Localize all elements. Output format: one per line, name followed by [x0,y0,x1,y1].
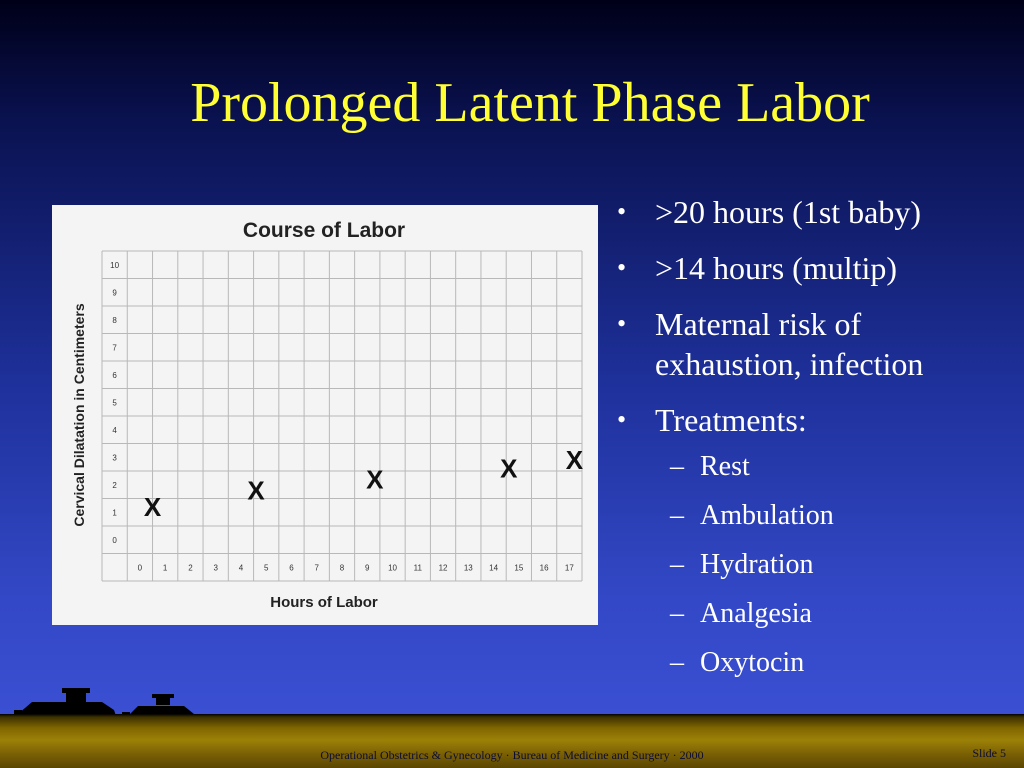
bullet-list [615,192,1015,695]
bullet-dot: • [617,405,627,434]
x-tick-label: 9 [365,563,370,573]
chart-title: Course of Labor [242,219,406,242]
y-tick-label: 9 [112,288,117,298]
x-tick-label: 12 [438,563,448,573]
sub-bullet-list [615,450,1015,680]
bullet-item [615,248,1015,288]
y-tick-label: 10 [110,260,120,270]
sub-bullet-item [615,499,1015,533]
data-point-marker: X [500,453,518,484]
sub-bullet-item [615,646,1015,680]
data-point-marker: X [247,475,265,506]
bullet-item [615,192,1015,232]
x-tick-label: 7 [314,563,319,573]
chart-x-axis-label: Hours of Labor [270,594,378,611]
x-tick-label: 17 [564,563,574,573]
bullet-text: >14 hours (multip) [655,250,898,286]
x-tick-label: 6 [289,563,294,573]
chart-panel [52,205,598,625]
y-tick-label: 2 [112,480,117,490]
sub-bullet-text: Hydration [700,549,814,580]
sub-bullet-text: Analgesia [700,598,812,629]
course-of-labor-chart [52,205,598,625]
x-tick-label: 13 [463,563,473,573]
bullet-item [615,304,1015,384]
bullet-text: >20 hours (1st baby) [655,194,922,230]
sub-bullet-dash: – [670,451,684,482]
y-tick-label: 1 [112,508,117,518]
sub-bullet-text: Oxytocin [700,647,805,678]
y-tick-label: 6 [112,370,117,380]
sub-bullet-text: Ambulation [700,500,834,531]
x-tick-label: 10 [388,563,397,573]
sub-bullet-dash: – [670,647,684,678]
sub-bullet-dash: – [670,549,684,580]
y-tick-label: 5 [112,398,117,408]
chart-points [144,445,584,522]
sub-bullet-text: Rest [700,451,750,482]
sub-bullet-dash: – [670,598,684,629]
y-tick-label: 7 [112,343,117,353]
bullet-dot: • [617,197,627,226]
x-tick-label: 2 [188,563,193,573]
x-tick-label: 14 [489,563,499,573]
y-tick-label: 3 [112,453,117,463]
y-tick-label: 8 [112,315,117,325]
x-tick-label: 3 [213,563,218,573]
x-tick-label: 8 [339,563,345,573]
sub-bullet-dash: – [670,500,684,531]
sub-bullet-item [615,597,1015,631]
chart-y-axis-label: Cervical Dilatation in Centimeters [71,303,87,527]
y-tick-label: 4 [112,425,117,435]
slide-title: Prolonged Latent Phase Labor [190,72,870,134]
bullet-dot: • [617,309,627,338]
bullet-text: Maternal risk of exhaustion, infection [655,306,924,382]
sub-bullet-item [615,548,1015,582]
sub-bullet-group [615,450,1015,680]
x-tick-label: 15 [514,563,524,573]
bullet-dot: • [617,253,627,282]
chart-grid [102,251,582,581]
footer-text: Operational Obstetrics & Gynecology · Bureau of Medicine and Surgery · 2000 [320,748,704,762]
data-point-marker: X [366,464,384,495]
data-point-marker: X [565,445,584,475]
slide-number: Slide 5 [972,746,1006,760]
x-tick-label: 11 [413,563,422,573]
x-tick-label: 5 [263,563,269,573]
x-tick-label: 0 [137,563,143,573]
bullet-text: Treatments: [655,402,807,438]
x-tick-label: 16 [539,563,549,573]
y-tick-label: 0 [112,535,117,545]
data-point-marker: X [143,491,162,522]
x-tick-label: 1 [162,563,168,573]
sub-bullet-item [615,450,1015,484]
bullet-item [615,400,1015,440]
x-tick-label: 4 [238,563,244,573]
